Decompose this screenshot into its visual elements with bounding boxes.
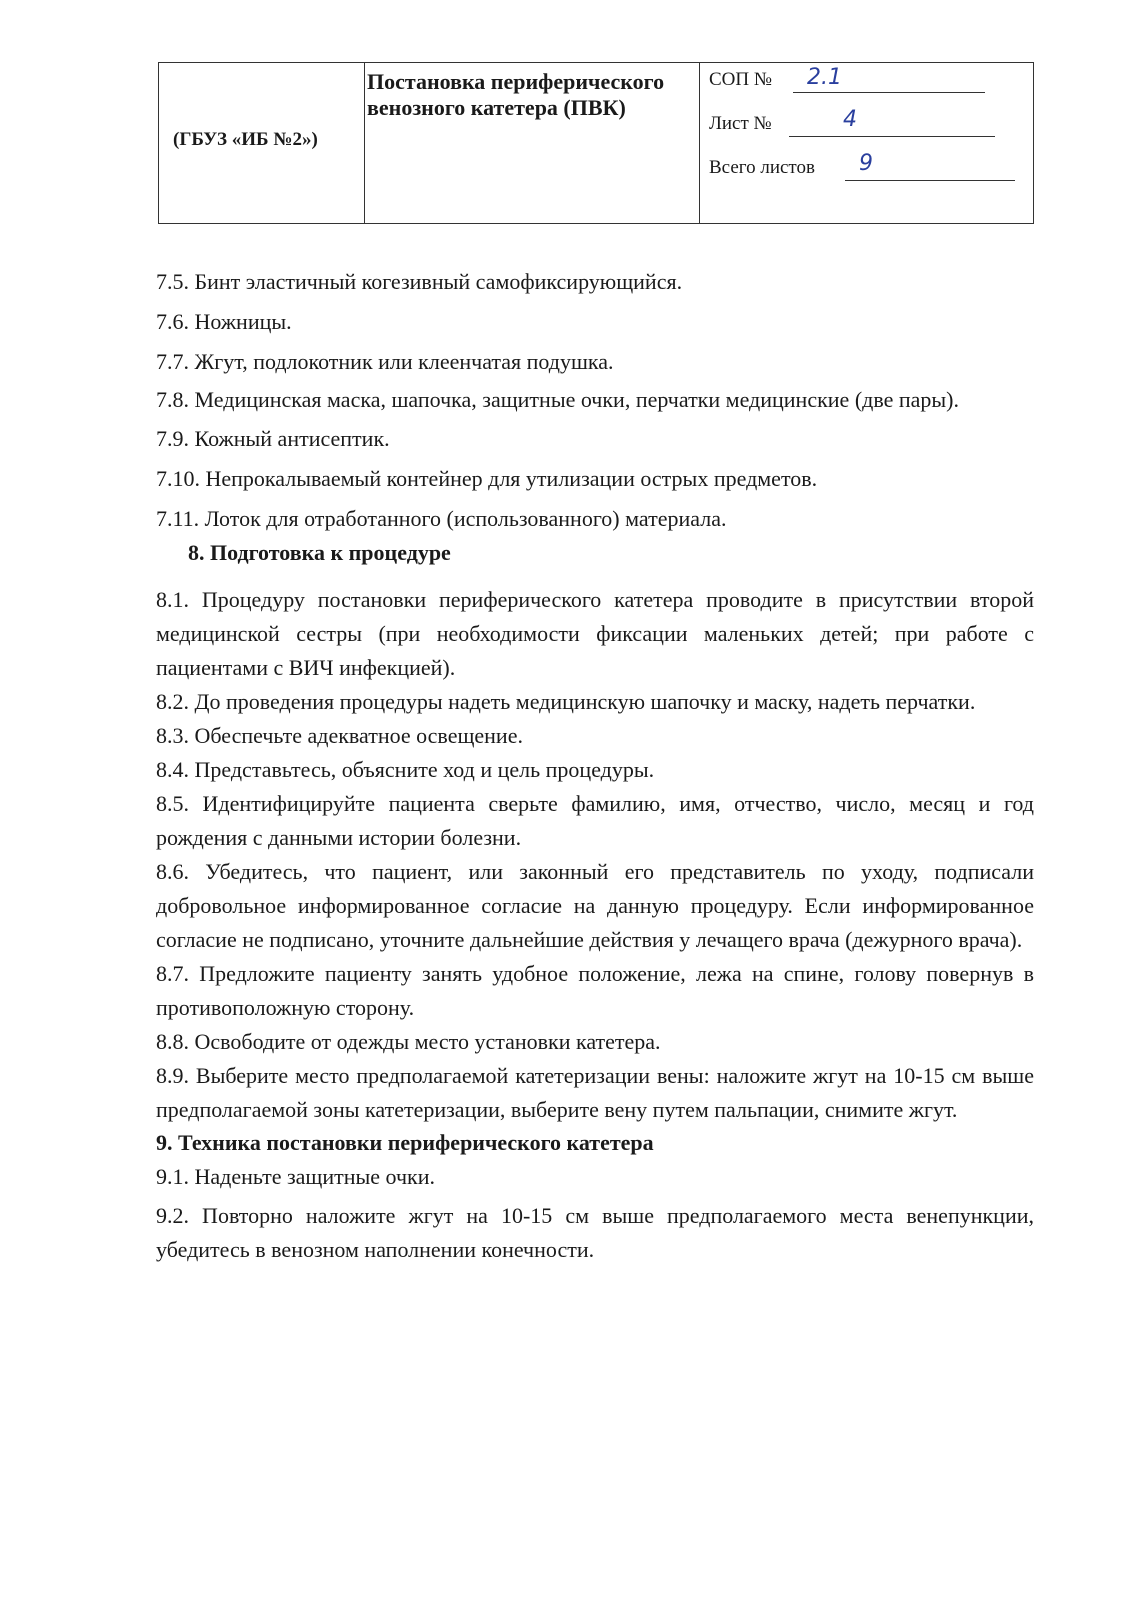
- list-item: 8.2. До проведения процедуры надеть медицинскую шапочку и маску, надеть перчатки.: [156, 689, 976, 714]
- list-item: 7.9. Кожный антисептик.: [156, 426, 390, 451]
- sop-value: 2.1: [807, 65, 842, 90]
- sop-number-field: [709, 65, 842, 91]
- sop-label: СОП №: [709, 69, 772, 90]
- list-item: 7.6. Ножницы.: [156, 309, 292, 334]
- list-item: 9.2. Повторно наложите жгут на 10-15 см выше предполагаемого места венепункции, убедитесь в венозном наполнении конечности.: [156, 1203, 1034, 1262]
- header-divider: [699, 63, 700, 223]
- list-item: 8.9. Выберите место предполагаемой катетеризации вены: наложите жгут на 10-15 см выше предполагаемой зоны катетеризации, выберите вену путем пальпации, снимите жгут.: [156, 1063, 1034, 1122]
- list-item: 7.5. Бинт эластичный когезивный самофиксирующийся.: [156, 269, 683, 294]
- sheet-underline: [789, 136, 995, 137]
- organization-name: (ГБУЗ «ИБ №2»): [173, 129, 318, 150]
- list-item: 8.5. Идентифицируйте пациента сверьте фамилию, имя, отчество, число, месяц и год рождения с данными истории болезни.: [156, 791, 1034, 850]
- list-item: 8.8. Освободите от одежды место установки катетера.: [156, 1029, 661, 1054]
- document-header-table: [158, 62, 1034, 224]
- sop-underline: [793, 92, 985, 93]
- document-title: Постановка периферического венозного катетера (ПВК): [367, 69, 665, 120]
- list-item: 8.4. Представьтесь, объясните ход и цель процедуры.: [156, 757, 655, 782]
- total-label: Всего листов: [709, 157, 815, 178]
- document-body: [156, 266, 1034, 1267]
- list-item: 9.1. Наденьте защитные очки.: [156, 1164, 436, 1189]
- section-heading: 8. Подготовка к процедуре: [188, 540, 451, 565]
- section-heading: 9. Техника постановки периферического катетера: [156, 1130, 654, 1155]
- list-item: 7.7. Жгут, подлокотник или клеенчатая подушка.: [156, 349, 614, 374]
- section-8-list: [156, 583, 1034, 1127]
- total-value: 9: [859, 151, 873, 176]
- list-item: 8.6. Убедитесь, что пациент, или законный его представитель по уходу, подписали добровольное информированное согласие на данную процедуру. Если информированное согласие не подписано, уточните дальнейшие действия у лечащего врача (дежурного врача).: [156, 859, 1034, 952]
- list-item: 8.3. Обеспечьте адекватное освещение.: [156, 723, 523, 748]
- sheet-value: 4: [843, 107, 857, 132]
- section-7-list: [156, 266, 1034, 535]
- list-item: 7.10. Непрокалываемый контейнер для утилизации острых предметов.: [156, 466, 818, 491]
- total-sheets-field: [709, 151, 873, 179]
- section-9-list: [156, 1161, 1034, 1267]
- list-item: 7.8. Медицинская маска, шапочка, защитные очки, перчатки медицинские (две пары).: [156, 387, 960, 412]
- header-divider: [364, 63, 365, 223]
- sheet-number-field: [709, 107, 857, 135]
- list-item: 8.7. Предложите пациенту занять удобное положение, лежа на спине, голову повернув в противоположную сторону.: [156, 961, 1034, 1020]
- sheet-label: Лист №: [709, 113, 772, 134]
- total-underline: [845, 180, 1015, 181]
- list-item: 8.1. Процедуру постановки периферического катетера проводите в присутствии второй медицинской сестры (при необходимости фиксации маленьких детей; при работе с пациентами с ВИЧ инфекцией).: [156, 587, 1034, 680]
- list-item: 7.11. Лоток для отработанного (использованного) материала.: [156, 506, 727, 531]
